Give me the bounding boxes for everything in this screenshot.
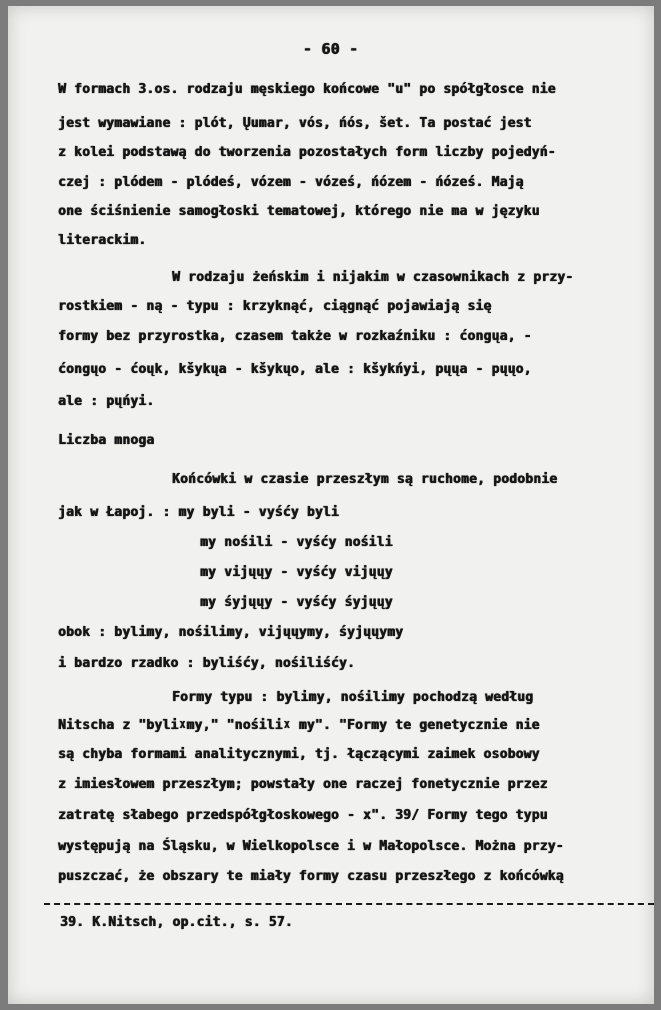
text-line: ćongųo - ćoųk, kšykųa - kšykųo, ale : kšykńyi, pųųa - pųųo, [58,362,532,377]
text-line: my śyjųųy - vyśćy śyjųųy [200,595,393,610]
text-line: one ściśnienie samogłoski tematowej, którego nie ma w języku [58,204,540,219]
text-line: występują na Śląsku, w Wielkopolsce i w Małopolsce. Można przy- [58,839,564,854]
text-line: Końcówki w czasie przeszłym są ruchome, podobnie [172,472,558,487]
text-line: W formach 3.os. rodzaju męskiego końcowe "u" po spółgłosce nie [58,82,556,97]
text-line: W rodzaju żeńskim i nijakim w czasownikach z przy- [172,270,574,285]
page-number: - 60 - [302,40,359,58]
text-line: z imiesłowem przeszłym; powstały one raczej fonetycznie przez [58,777,548,792]
text-line: formy bez przyrostka, czasem także w rozkaźniku : ćongųa, - [58,329,532,344]
text-line: rostkiem - ną - typu : krzyknąć, ciągnąć pojawiają się [58,299,492,314]
text-line: ale : pųńyi. [58,394,155,409]
text-line: jak w Łapoj. : my byli - vyśćy byli [58,505,339,520]
footnote: 39. K.Nitsch, op.cit., s. 57. [60,915,293,930]
section-heading: Liczba mnoga [58,433,155,448]
footnote-separator [44,903,654,905]
text-line: są chyba formami analitycznymi, tj. łączącymi zaimek osobowy [58,747,540,762]
text-line: Formy typu : bylimy, nośilimy pochodzą według [172,690,534,705]
text-line: i bardzo rzadko : byliśćy, nośiliśćy. [58,656,355,671]
text-line: z kolei podstawą do tworzenia pozostałych form liczby pojedyń- [58,145,556,160]
text-line: obok : bylimy, nośilimy, vijųųymy, śyjųųymy [58,625,404,640]
text-line: jest wymawiane : plót, Ųumar, vós, ńós, šet. Ta postać jest [58,116,532,131]
text-line: zatratę słabego przedspółgłoskowego - x". 39/ Formy tego typu [58,808,548,823]
text-line: puszczać, że obszary te miały formy czasu przeszłego z końcówką [58,869,564,884]
text-line: literackim. [58,233,147,248]
text-line: Nitscha z "byliᵡmy," "nośiliᵡ my". "Formy te genetycznie nie [58,718,540,733]
text-line: my nośili - vyśćy nośili [200,535,393,550]
text-line: czej : plódem - plódeś, vózem - vóześ, ńózem - ńóześ. Mają [58,175,524,190]
text-line: my vijųųy - vyśćy vijųųy [200,565,393,580]
